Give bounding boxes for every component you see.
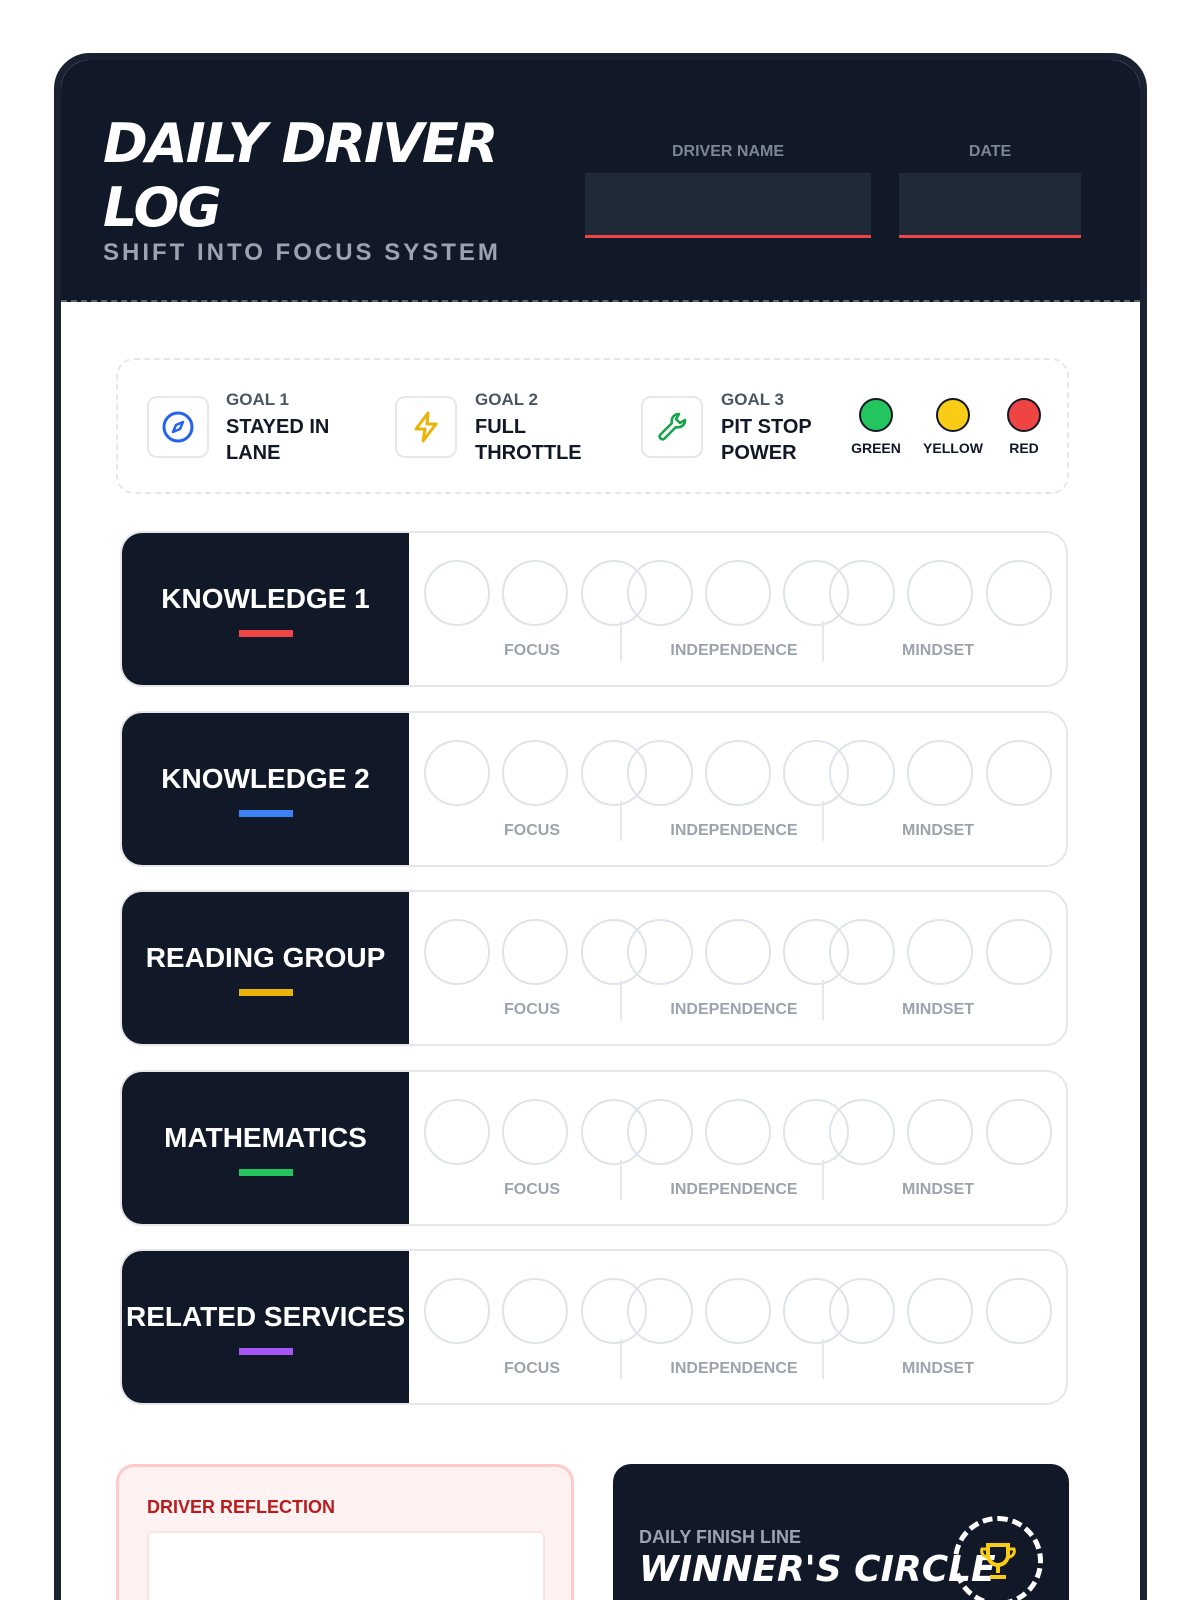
category-label: FOCUS — [504, 642, 560, 659]
rating-circle[interactable] — [502, 740, 568, 806]
rating-circle[interactable] — [907, 919, 973, 985]
goal-2-number: GOAL 2 — [475, 390, 538, 409]
subject-row — [120, 531, 1068, 687]
category-divider — [822, 1339, 824, 1379]
rating-circle[interactable] — [424, 560, 490, 626]
rating-circle[interactable] — [705, 560, 771, 626]
rating-circle[interactable] — [627, 1278, 693, 1344]
rating-circle[interactable] — [627, 1099, 693, 1165]
category-divider — [620, 980, 622, 1020]
driver-name-field[interactable] — [585, 173, 871, 238]
wrench-icon — [641, 396, 703, 458]
green-light-label: GREEN — [851, 440, 901, 456]
rating-circle[interactable] — [829, 919, 895, 985]
subject-row — [120, 1070, 1068, 1226]
yellow-light — [936, 398, 970, 432]
rating-circle[interactable] — [424, 919, 490, 985]
subject-accent-bar — [239, 989, 293, 996]
category-label: FOCUS — [504, 1001, 560, 1018]
goal-2-text: FULL THROTTLE — [475, 416, 582, 464]
goal-3-number: GOAL 3 — [721, 390, 784, 409]
rating-circle[interactable] — [705, 740, 771, 806]
subject-label — [122, 1072, 409, 1224]
lightning-icon — [395, 396, 457, 458]
rating-circle[interactable] — [986, 1099, 1052, 1165]
driver-name-label: DRIVER NAME — [671, 143, 784, 160]
rating-circle[interactable] — [986, 740, 1052, 806]
rating-circle[interactable] — [502, 1278, 568, 1344]
subject-name: MATHEMATICS — [164, 1121, 367, 1153]
rating-circle[interactable] — [627, 560, 693, 626]
red-light-label: RED — [1009, 440, 1039, 456]
subject-accent-bar — [239, 630, 293, 637]
page-title: DAILY DRIVER LOG — [103, 112, 497, 239]
category-label: MINDSET — [902, 822, 974, 839]
subject-name: KNOWLEDGE 2 — [161, 762, 370, 794]
category-label: INDEPENDENCE — [670, 1360, 798, 1377]
trophy-icon — [953, 1516, 1043, 1600]
driver-reflection-panel — [116, 1464, 574, 1600]
category-label: FOCUS — [504, 1360, 560, 1377]
rating-circle[interactable] — [986, 1278, 1052, 1344]
goal-1-number: GOAL 1 — [226, 390, 289, 409]
rating-circle[interactable] — [907, 560, 973, 626]
subject-row — [120, 711, 1068, 867]
goal-1-text: STAYED IN LANE — [226, 416, 330, 464]
category-divider — [822, 980, 824, 1020]
date-label: DATE — [968, 143, 1012, 160]
rating-circle[interactable] — [502, 560, 568, 626]
date-field[interactable] — [899, 173, 1081, 238]
subject-accent-bar — [239, 1348, 293, 1355]
category-divider — [822, 801, 824, 841]
category-divider — [620, 621, 622, 661]
category-label: MINDSET — [902, 1001, 974, 1018]
category-label: FOCUS — [504, 822, 560, 839]
category-divider — [822, 1160, 824, 1200]
subject-label — [122, 1251, 409, 1403]
category-label: INDEPENDENCE — [670, 822, 798, 839]
rating-circle[interactable] — [907, 740, 973, 806]
subject-name: KNOWLEDGE 1 — [161, 582, 370, 614]
rating-circle[interactable] — [829, 560, 895, 626]
rating-circle[interactable] — [424, 740, 490, 806]
header — [61, 60, 1140, 302]
rating-circle[interactable] — [986, 919, 1052, 985]
rating-circle[interactable] — [705, 919, 771, 985]
category-divider — [822, 621, 824, 661]
category-divider — [620, 801, 622, 841]
winners-circle-title: WINNER'S CIRCLE — [639, 1549, 996, 1590]
subject-label — [122, 713, 409, 865]
rating-circle[interactable] — [907, 1278, 973, 1344]
rating-circle[interactable] — [502, 1099, 568, 1165]
finish-line-label: DAILY FINISH LINE — [639, 1527, 802, 1547]
category-divider — [620, 1339, 622, 1379]
subject-row — [120, 890, 1068, 1046]
rating-circle[interactable] — [627, 919, 693, 985]
finish-line-panel — [613, 1464, 1069, 1600]
category-label: INDEPENDENCE — [670, 1001, 798, 1018]
rating-circle[interactable] — [986, 560, 1052, 626]
reflection-title: DRIVER REFLECTION — [147, 1497, 336, 1517]
rating-circle[interactable] — [424, 1099, 490, 1165]
category-label: MINDSET — [902, 642, 974, 659]
category-label: MINDSET — [902, 1181, 974, 1198]
goals-legend — [116, 358, 1069, 494]
category-label: MINDSET — [902, 1360, 974, 1377]
page-subtitle: SHIFT INTO FOCUS SYSTEM — [103, 239, 501, 266]
category-divider — [620, 1160, 622, 1200]
subject-label — [122, 533, 409, 685]
compass-icon — [147, 396, 209, 458]
subject-row — [120, 1249, 1068, 1405]
reflection-input[interactable] — [147, 1531, 545, 1600]
rating-circle[interactable] — [829, 740, 895, 806]
rating-circle[interactable] — [627, 740, 693, 806]
subject-name: RELATED SERVICES — [125, 1300, 405, 1332]
subject-name: READING GROUP — [145, 941, 386, 973]
rating-circle[interactable] — [907, 1099, 973, 1165]
subject-accent-bar — [239, 1169, 293, 1176]
subject-label — [122, 892, 409, 1044]
rating-circle[interactable] — [705, 1099, 771, 1165]
rating-circle[interactable] — [829, 1099, 895, 1165]
goal-3-text: PIT STOP POWER — [721, 416, 812, 464]
yellow-light-label: YELLOW — [923, 440, 983, 456]
red-light — [1007, 398, 1041, 432]
rating-circle[interactable] — [829, 1278, 895, 1344]
category-label: FOCUS — [504, 1181, 560, 1198]
category-label: INDEPENDENCE — [670, 642, 798, 659]
rating-circle[interactable] — [502, 919, 568, 985]
rating-circle[interactable] — [705, 1278, 771, 1344]
category-label: INDEPENDENCE — [670, 1181, 798, 1198]
subject-accent-bar — [239, 810, 293, 817]
green-light — [859, 398, 893, 432]
rating-circle[interactable] — [424, 1278, 490, 1344]
driver-log-sheet — [54, 53, 1147, 1600]
